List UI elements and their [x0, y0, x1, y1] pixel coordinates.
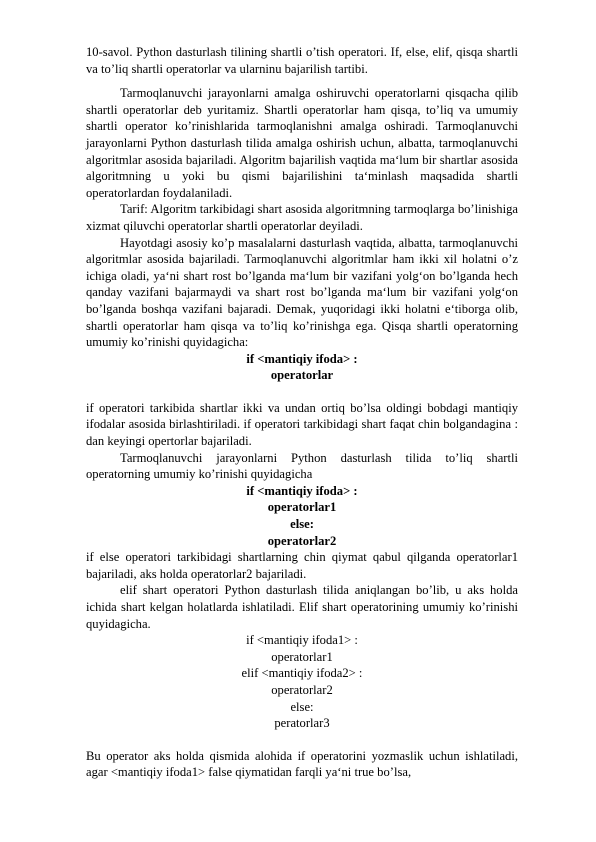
code-line: elif <mantiqiy ifoda2> :: [241, 666, 363, 681]
question-title: 10-savol. Python dasturlash tilining shartli o’tish operatori. If, else, elif, qisqa shartli va to’liq shartli operatorlar va ularninu bajarilish tartibi.: [86, 45, 518, 76]
spacer: [86, 732, 518, 748]
document-page: [86, 44, 518, 781]
code-line: else:: [290, 517, 314, 532]
code-block-elif: [86, 632, 518, 732]
code-line: peratorlar3: [274, 716, 330, 731]
code-line: operatorlar: [270, 368, 334, 383]
code-line: operatorlar1: [271, 649, 333, 664]
paragraph-elif-explanation: Bu operator aks holda qismida alohida if operatorini yozmaslik uchun ishlatiladi, agar <mantiqiy ifoda1> false qiymatidan farqli ya‘ni true bo’lsa,: [86, 748, 518, 780]
code-line: if <mantiqiy ifoda> :: [246, 351, 358, 366]
code-block-if-else: [86, 483, 518, 549]
spacer: [86, 384, 518, 400]
paragraph-definition: Tarif: Algoritm tarkibidagi shart asosida algoritmning tarmoqlarga bo’linishiga xizmat qiluvchi operatorlar shartli operatorlar deyiladi.: [86, 202, 518, 233]
code-line: operatorlar2: [267, 533, 337, 548]
code-block-short-if: [86, 351, 518, 384]
code-line: operatorlar2: [271, 682, 333, 697]
paragraph-elif: elif shart operatori Python dasturlash tilida aniqlangan bo’lib, u aks holda ichida shart kelgan holatlarda ishlatiladi. Elif shart operatorining umumiy ko’rinishi quyidagicha.: [86, 583, 518, 631]
code-line: operatorlar1: [267, 500, 337, 515]
paragraph-branching: Hayotdagi asosiy ko’p masalalarni dasturlash vaqtida, albatta, tarmoqlanuvchi algoritmlar asosida bajariladi. Tarmoqlanuvchi algoritmlar ham ikki xil holatni o’z ichiga oladi, ya‘ni shart rost bo’lganda ma‘lum bir vazifani yolg‘on bo’lganda hech qanday vazifani bajarmaydi va shart rost bo’lganda ma‘lum bir vazifani yolg‘on bo’lganda boshqa vazifani bajaradi. Demak, yuqoridagi ikki holatni e‘tiborga olib, shartli operatorlar ham qisqa va to’liq ko’rinishga ega. Qisqa shartli operatorning umumiy ko’rinishi quyidagicha:: [86, 235, 518, 350]
paragraph-if-else: if else operatori tarkibidagi shartlarning chin qiymat qabul qilganda operatorlar1 bajariladi, aks holda operatorlar2 bajariladi.: [86, 550, 518, 581]
code-line: if <mantiqiy ifoda> :: [246, 483, 358, 498]
paragraph-full-if: Tarmoqlanuvchi jarayonlarni Python dasturlash tilida to’liq shartli operatorning umumiy ko’rinishi quyidagicha: [86, 450, 518, 482]
paragraph-if-operator: if operatori tarkibida shartlar ikki va undan ortiq bo’lsa oldingi bobdagi mantiqiy ifodalar asosida birlashtiriladi. if operatori tarkibidagi shart faqat chin bolgandagina : dan keyingi opertorlar bajariladi.: [86, 400, 518, 449]
code-line: else:: [290, 699, 314, 714]
paragraph-intro: Tarmoqlanuvchi jarayonlarni amalga oshiruvchi operatorlarni qisqacha qilib shartli operatorlar deb yuritamiz. Shartli operatorlar ham qisqa, to’liq va umumiy shartli operator ko’rinishlarida tarmoqlanishni amalga oshiradi. Tarmoqlanuvchi jarayonlarni Python dasturlash tilida amalga oshirish uchun, albatta, tarmoqlanuvchi algoritmlar asosida bajariladi. Algoritm bajarilish vaqtida ma‘lum bir shartlar asosida algoritmning u yoki bu qismi bajarilishini ta‘minlash maqsadida shartli operatorlardan foydalaniladi.: [86, 86, 518, 200]
code-line: if <mantiqiy ifoda1> :: [246, 633, 358, 648]
